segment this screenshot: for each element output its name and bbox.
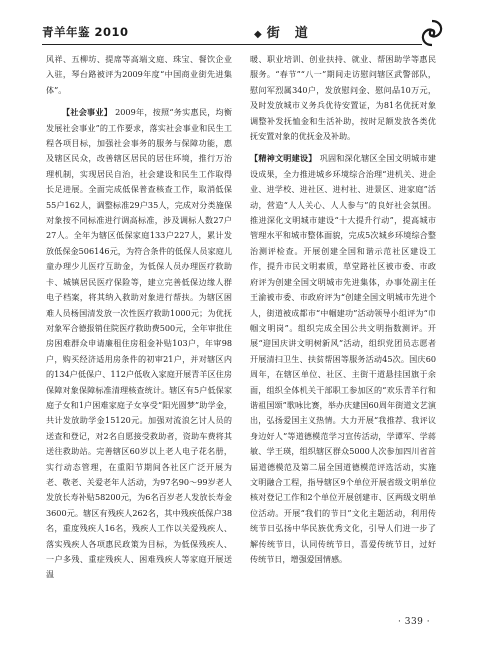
right-column — [250, 52, 436, 574]
section-tag: 【社会事业】 — [62, 107, 113, 118]
section-title-text: 街 道 — [266, 26, 309, 41]
paragraph: 风祥、五柳坊、提席等高端文庭、珠宝、餐饮企业入驻，琴台路被评为2009年度“中国商业街先进集体”。 — [46, 54, 232, 95]
swirl-logo-icon — [418, 18, 446, 48]
paragraph-social-affairs — [46, 105, 232, 583]
running-header — [42, 22, 440, 42]
diamond-icon: ◆ — [254, 29, 263, 40]
page-number: · 339 · — [398, 617, 431, 627]
paragraph: 暖、职业培训、创业扶持、就业、帮困助学等惠民服务。“春节”“八一”期间走访慰问辖区武警部队，慰问军烈属340户，发放慰问金、慰问品10万元，及时发放城市义务兵优待安置证，为81名优抚对象调整补发抚恤金和生活补助，按时足额发放各类优抚安置对象的优抚金及补助。 — [250, 54, 436, 142]
paragraph-text: 巩固和深化辖区全国文明城市建设成果，全力推进城乡环境综合治理“进机关、进企业、进学校、进社区、进村社、进景区、进家庭”活动，营造“人人关心、人人参与”的良好社会氛围。推进深化文明城市建设“十大提升行动”，提高城市管理水平和城市整体面貌，完成5次城乡环境综合整治测评检查。开展创建全国和谐示范社区建设工作，提升市民文明素质，草堂路社区被市委、市政府评为创建全国文明城市先进集体，办事处副主任王渝被市委、市政府评为“创建全国文明城市先进个人，街道被成都市“中帼建功”活动领导小组评为“巾帼文明岗”。组织完成全国公共文明指数测评。开展“迎国庆讲文明树新风”活动，组织党团员志愿者开展清扫卫生、扶贫帮困等服务活动45次。国庆60周年，在辖区单位、社区、主街干道悬挂国旗于余面，组织全体机关干部职工参加区的“欢乐青羊行和谐祖国颂”歌咏比赛，举办庆建国60周年街道文艺演出，弘扬爱国主义热情。大力开展“我推荐、我评议身边好人”等道德模范学习宣传活动，学谭军、学蒋敏、学王瑛，组织辖区群众5000人次参加四川省首届道德模范及第二届全国道德模范评选活动，实施文明融合工程，指导辖区9个单位开展省级文明单位核对登记工作和2个单位开展创建市、区两级文明单位活动。开展“我们的节日”文化主题活动，利用传统节日弘扬中华民族优秀文化，引导人们进一步了解传统节日，认同传统节日，喜爱传统节日，过好传统节日，增强爱国情感。 — [250, 153, 436, 564]
section-tag: 【精神文明建设】 — [250, 153, 317, 164]
section-title — [254, 22, 309, 41]
yearbook-title: 青羊年鉴 2010 — [42, 25, 129, 39]
paragraph-text: 2009年，按照“务实惠民，均衡发展社会事业”的工作要求，落实社会事业和民生工程各项目标，加强社会事务的服务与保障功能，惠及辖区民众，改善辖区居民的居住环境，推行万治理机制，实现居民自治，社会建设和民生工作取得长足进展。全面完成低保普查核查工作，取消低保55户162人，调整标准29户35人，完成对分类施保对象按不同标准进行调高标准，涉及调标人数27户27人。全年为辖区低保家庭133户227人，累计发放低保金506146元，为符合条件的低保人员家庭儿童办理少儿医疗互助金，为低保人员办理医疗救助卡、城镇居民医疗保险等，建立完善低保边缘人群电子档案，将其纳入救助对象进行帮扶。为辖区困难人员杨国清发放一次性医疗救助1000元；为优抚对象军合德报销住院医疗救助费500元，全年审批住房困难群众申请廉租住房租金补贴103户，年审98户，购买经济适用房条件的初审21户，并对辖区内的134户低保户、112户低收入家庭开展青羊区住房保障对象保障标准清理核查统计。辖区有5户低保家庭子女和1户困难家庭子女享受“阳光圆梦”助学金，共计发放助学金15120元。加强对流浪乞讨人员的送查和登记，对2名自愿接受救助者，资助车费将其送往救助站。完善辖区60岁以上老人电子花名册，实行动态管理，在重阳节期间各社区广泛开展为老、敬老、关爱老年人活动，为97名90～99岁老人发放长寿补贴58200元，为6名百岁老人发放长寿金3600元。辖区有残疾人262名，其中残疾低保户38名，重度残疾人16名，残疾人工作以关爱残疾人、落实残疾人各项惠民政策为目标，为低保残疾人、一户多残、重症残疾人、困难残疾人等家庭开展送温 — [46, 107, 232, 580]
paragraph-spiritual-civilization — [250, 151, 436, 567]
left-column — [46, 52, 232, 590]
header-rule — [42, 44, 422, 45]
